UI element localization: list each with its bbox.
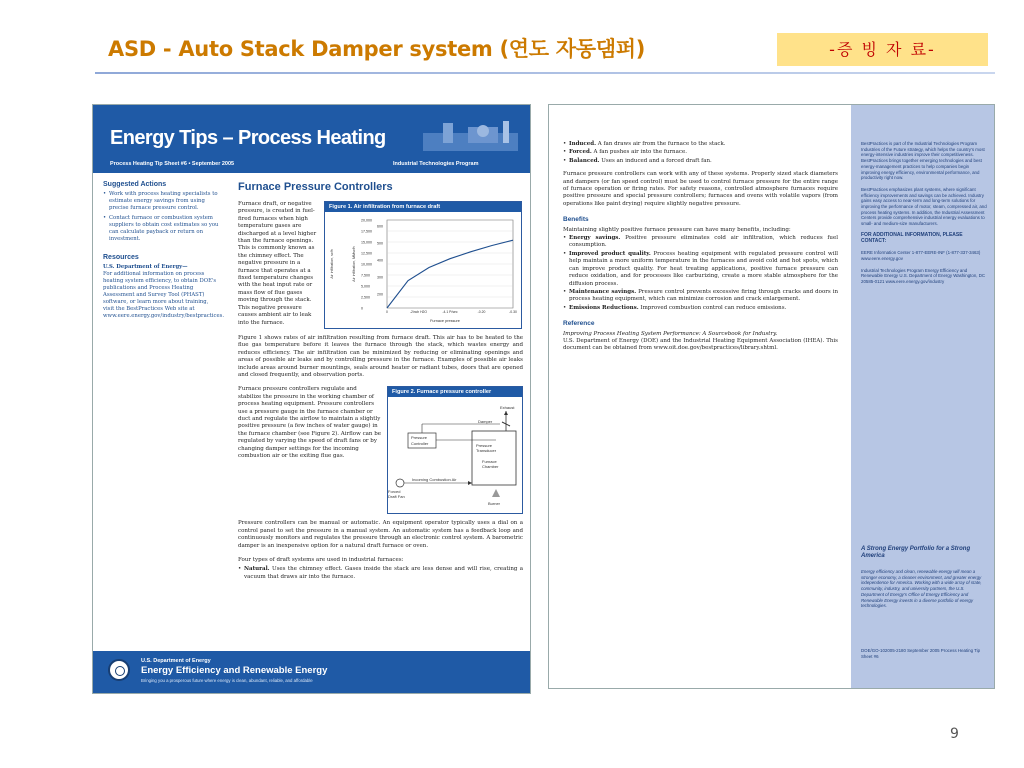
benefit-item: • Emissions Reductions. Improved combustion control can reduce emissions. (563, 305, 838, 312)
benefit-item: • Maintenance savings. Pressure control prevents excessive firing through cracks and doors in process heating equipment, which can minimize corrosion and crack enlargement. (563, 289, 838, 304)
page-footer (93, 651, 530, 693)
main-article (238, 181, 523, 581)
intro-paragraph: Furnace draft, or negative pressure, is created in fuel-fired furnaces when high temperature gases are discharged at a level higher than the furnace openings. This is commonly known as the chimney effect. The negative pressure in a furnace that operates at a fixed temperature changes with the heat input rate or mass flow of flue gases moving through the stack. This negative pressure causes ambient air to leak into the furnace. (238, 201, 317, 326)
sidebar-para-2: BestPractices emphasizes plant systems, where significant efficiency improvements and savings can be achieved. Industry gains easy access to near-term and long-term solutions for improving the performance of motor, steam, compressed air, and process heating systems. In addition, the Industrial Assessment Centers provide comprehensive industrial energy evaluations to small- and medium-size manufacturers. (861, 186, 987, 227)
figure-1 (324, 201, 522, 329)
draft-type-bullet: • Induced. A fan draws air from the furnace to the stack. (563, 141, 838, 148)
x-axis-label: Furnace pressure (430, 319, 460, 323)
document-info: DOE/GO-102005-2180 September 2005 Process Heating Tip Sheet #6 (861, 648, 981, 659)
banner-program: Industrial Technologies Program (393, 161, 479, 167)
chart-grid (387, 220, 513, 308)
reference-heading: Reference (563, 320, 595, 328)
y-tick-label: 20,000 (361, 218, 372, 223)
fan-label-1: Forced (388, 489, 401, 495)
fan-label-2: Draft Fan (388, 494, 405, 500)
portfolio-slogan: A Strong Energy Portfolio for a Strong America (861, 546, 971, 559)
doe-seal-icon (108, 659, 130, 681)
chart-y-ticks-right (377, 224, 383, 296)
transducer-label-2: Transducer (476, 448, 497, 454)
slide-page-number: 9 (950, 726, 959, 742)
benefits-heading: Benefits (563, 216, 589, 224)
burner-icon (492, 489, 500, 497)
tip-sheet-page-1 (92, 104, 531, 694)
x-tick-label: -4.1 P/sec (442, 310, 458, 314)
action-item: • Work with process heating specialists to estimate energy savings from using precise furnace pressure control. (103, 191, 221, 212)
paragraph-manual-automatic: Pressure controllers can be manual or automatic. An equipment operator typically uses a dial on a control panel to set the pressure in a manual system. An automatic system has a feedback loop and continuously monitors and regulates the pressure through an electronic control system. A barometric damper is an inexpensive option for a natural draft furnace or oven. (238, 520, 523, 549)
paragraph-controllers: Furnace pressure controllers regulate and stabilize the pressure in the working chamber of process heating equipment. Pressure controllers use a pressure gauge in the furnace chamber or duct and regulate the airflow to maintain a slightly positive pressure (a few inches of water gauge) in the furnace chamber (see Figure 2). Airflow can be regulated by varying the speed of draft fans or by changing damper settings for the incoming combustion air or the exiting flue gas. (238, 386, 381, 460)
contact-itp: Industrial Technologies Program Energy Efficiency and Renewable Energy U.S. Department of Energy Washington, DC 20585-0121 www.eere.energy.gov/industry (861, 267, 986, 285)
evidence-badge: -증 빙 자 료- (777, 33, 988, 66)
page-banner (93, 105, 530, 173)
draft-type-bullet: • Balanced. Uses an induced and a forced draft fan. (563, 158, 838, 165)
tip-sheet-page-2 (548, 104, 995, 689)
chamber-label-2: Chamber (482, 464, 499, 470)
chart-x-ticks (386, 310, 517, 314)
x-tick-label: -0.30 (509, 310, 517, 314)
draft-type-bullet: • Forced. A fan pushes air into the furnace. (563, 149, 838, 156)
banner-subtitle: Process Heating Tip Sheet #6 • September 2005 (110, 161, 235, 167)
banner-title: Energy Tips – Process Heating (110, 127, 386, 149)
controller-label-1: Pressure (411, 435, 428, 441)
paragraph-draft-types: Four types of draft systems are used in industrial furnaces: (238, 557, 404, 564)
air-label: Incoming Combustion Air (412, 477, 457, 483)
sidebar-para-1: BestPractices is part of the Industrial Technologies Program Industries of the Future strategy, which helps the country's most energy-intensive industries improve their competitiveness. BestPractices brings together emerging technologies and best energy-management practices to help companies begin improving energy efficiency, environmental performance, and productivity right now. (861, 141, 985, 181)
portfolio-text: Energy efficiency and clean, renewable energy will mean a stronger economy, a cleaner environment, and greater energy independence for America. Working with a wide array of state, community, industry, and university partners, the U.S. Department of Energy's Office of Energy Efficiency and Renewable Energy invests in a diverse portfolio of energy technologies. (861, 569, 982, 609)
burner-label: Burner (488, 501, 501, 507)
y-tick-label-right: 500 (377, 241, 383, 246)
figure-2 (387, 386, 523, 514)
y-tick-label: 10,000 (361, 262, 372, 267)
resource-text: For additional information on process heating system efficiency, to obtain DOE's publications and Process Heating Assessment and Survey Tool (PHAST) software, or learn more about training, visit the BestPractices Web site at www.eere.energy.gov/industry/bestpractices. (103, 271, 225, 319)
action-item: • Contact furnace or combustion system suppliers to obtain cost estimates so you can calculate payback or return on investment. (103, 215, 221, 243)
y-tick-label-right: 300 (377, 275, 383, 280)
x-tick-label: -2inch H2O (409, 310, 428, 314)
resources-heading: Resources (103, 254, 139, 261)
y-tick-label: 2,500 (361, 295, 370, 300)
forced-draft-fan (396, 479, 404, 487)
air-infiltration-chart (325, 212, 521, 326)
y-tick-label-right: 200 (377, 292, 383, 297)
y-axis-label-left: Air infiltration, scfh (330, 249, 334, 279)
y-tick-label: 17,500 (361, 229, 372, 234)
factory-illustration (423, 119, 518, 151)
y-tick-label: 5,000 (361, 284, 370, 289)
benefit-item: • Improved product quality. Process heating equipment with regulated pressure control will help maintain a more uniform temperature in the furnaces and avoid cold and hot spots, which can improve product quality. For heat treating applications, positive furnace pressure can reduce oxidation, and for processes like carburizing, create a more stable atmosphere for the diffusion process. (563, 251, 838, 288)
pressure-controller-diagram (388, 397, 522, 511)
chamber-label-1: Furnace (482, 459, 497, 465)
y-tick-label-right: 400 (377, 258, 383, 263)
contact-heading: FOR ADDITIONAL INFORMATION, PLEASE CONTACT: (861, 231, 963, 244)
actions-heading: Suggested Actions (103, 181, 167, 188)
contact-eere: EERE Information Center 1-877-EERE-INF (1-877-337-3463) www.eere.energy.gov (861, 250, 981, 261)
label-exhaust: Exhaust (500, 405, 515, 411)
title-divider (95, 72, 995, 74)
y-tick-label: 12,500 (361, 251, 372, 256)
suggested-actions-sidebar (103, 181, 225, 320)
x-tick-label: -0.20 (477, 310, 486, 314)
reference-text: U.S. Department of Energy (DOE) and the Industrial Heating Equipment Association (IHEA). This document can be obtained from www.oit.doe.gov/bestpractices/library.shtml. (563, 337, 838, 352)
article-heading: Furnace Pressure Controllers (238, 181, 393, 193)
y-tick-label: 7,500 (361, 273, 370, 278)
chart-y-ticks (361, 218, 372, 310)
footer-agency: U.S. Department of Energy (141, 658, 211, 664)
y-axis-label-right: Air infiltration, MMscfh (352, 246, 356, 282)
figure-1-title: Figure 1. Air infiltration from furnace draft (325, 202, 521, 212)
y-tick-label: 0 (361, 306, 363, 311)
resource-name: U.S. Department of Energy— (103, 264, 188, 270)
reference-title: Improving Process Heating System Performance: A Sourcebook for Industry. (563, 330, 778, 337)
y-tick-label-right: 600 (377, 224, 383, 229)
label-damper: Damper (478, 419, 493, 425)
paragraph-systems: Furnace pressure controllers can work with any of these systems. Properly sized stack diameters and dampers (or fan speed control) must be used to control furnace pressure for the entire range of furnace operation or firing rates. For safety reasons, controlled atmosphere furnaces require positive pressure and special pressure controllers; furnaces and ovens with volatile vapors (from operations like paint drying) require slightly negative pressure. (563, 171, 838, 207)
benefits-intro: Maintaining slightly positive furnace pressure can have many benefits, including: (563, 226, 791, 233)
benefit-item: • Energy savings. Positive pressure eliminates cold air infiltration, which reduces fuel consumption. (563, 235, 838, 250)
transducer-label-1: Pressure (476, 443, 493, 449)
paragraph-air-infiltration: Figure 1 shows rates of air infiltration resulting from furnace draft. This air has to be heated to the flue gas temperature before it leaves the furnace through the stack, which wastes energy and reduces efficiency. The air infiltration can be minimized by reducing or eliminating openings and areas of possible air leaks and by controlling pressure in the furnace. Examples of possible air leaks include areas around burner mountings, seals around heater or radiant tubes, doors that are opened and closed frequently, and observation ports. (238, 335, 523, 379)
y-tick-label: 15,000 (361, 240, 372, 245)
program-sidebar (851, 105, 994, 688)
x-tick-label: 0 (386, 310, 388, 314)
figure-2-title: Figure 2. Furnace pressure controller (388, 387, 522, 397)
controller-label-2: Controller (411, 441, 429, 447)
natural-label: Natural. (244, 566, 270, 573)
footer-tagline: Bringing you a prosperous future where energy is clean, abundant, reliable, and affordable (141, 678, 313, 683)
furnace-chamber (472, 431, 516, 485)
footer-office: Energy Efficiency and Renewable Energy (141, 665, 328, 676)
page-2-body (563, 141, 838, 353)
bullet-natural: • Natural. Uses the chimney effect. Gases inside the stack are less dense and will rise, creating a vacuum that draws air into the furnace. (238, 566, 524, 580)
slide-title: ASD - Auto Stack Damper system (연도 자동댐퍼) (108, 37, 645, 61)
natural-text: Uses the chimney effect. Gases inside the stack are less dense and will rise, creating a vacuum that draws air into the furnace. (244, 566, 524, 580)
